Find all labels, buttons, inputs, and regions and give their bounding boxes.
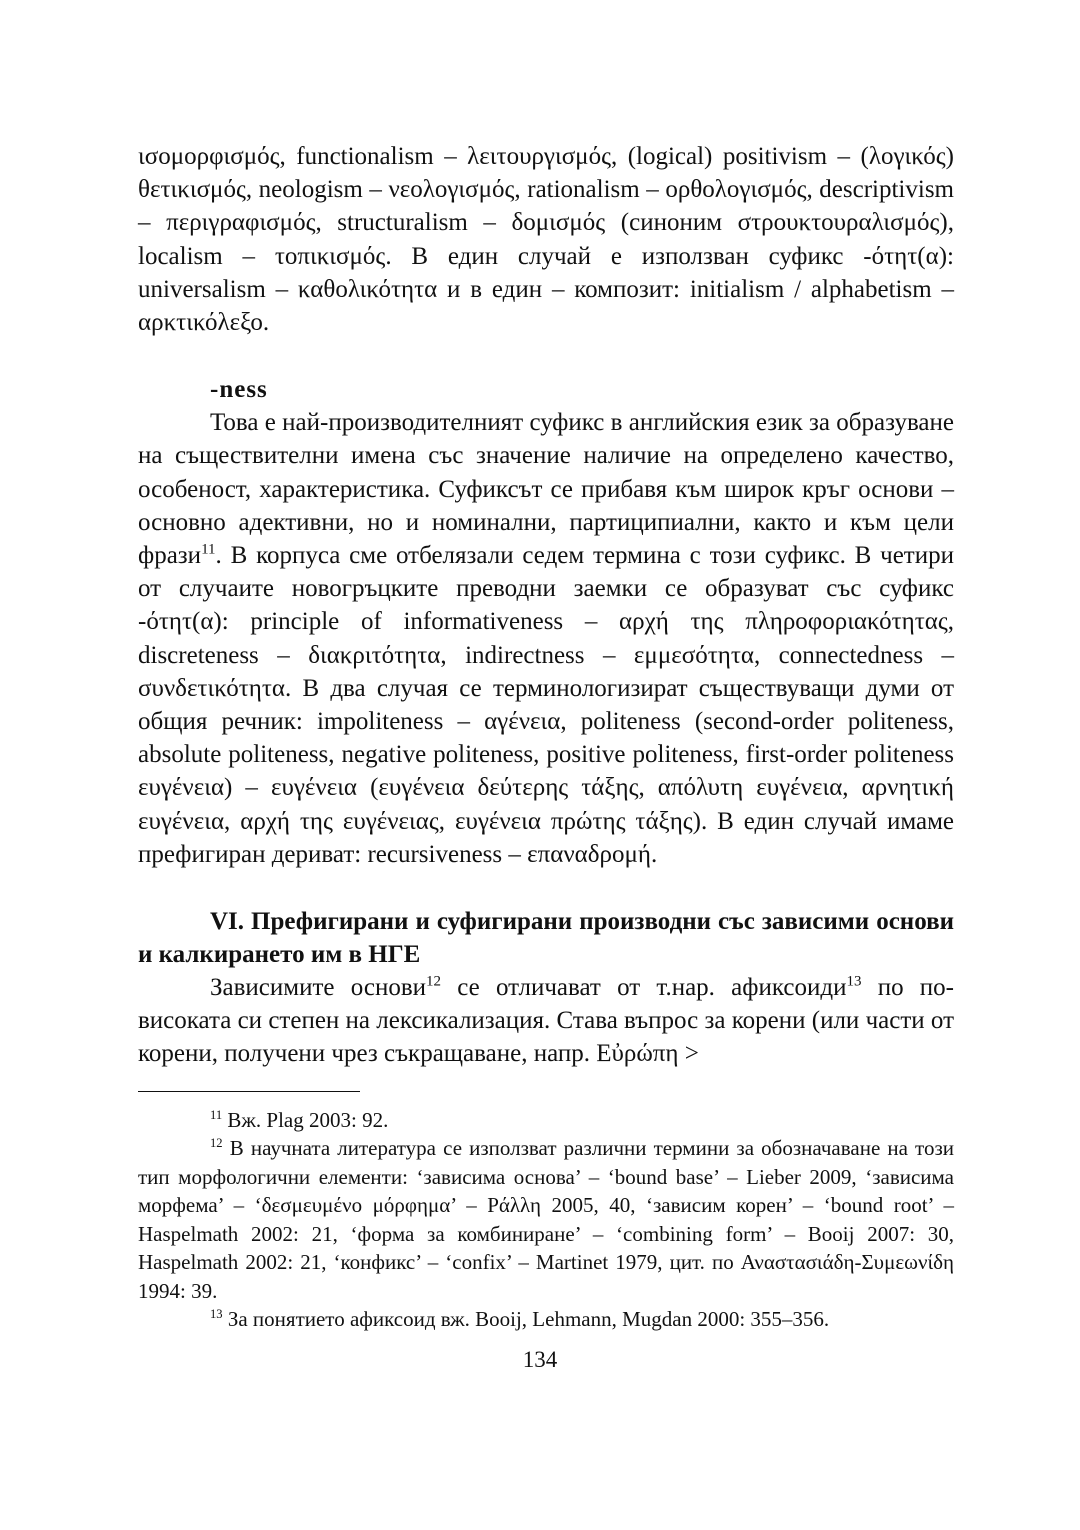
paragraph-bound-bases-text-c: по по-високата си степен на лексикализация. Става въпрос за корени (или части от корени, получени чрез съкращаване, напр. Εὐρώπη >: [138, 974, 955, 1068]
footnote-12: [138, 1134, 954, 1305]
paragraph-ness-text-a: Това е най-производителният суфикс в английския език за образуване на съществителни имена със значение наличие на определено качество, особеност, характеристика. Суфиксът се прибавя към широк кръг основи – основно адективни, но и номинални, партиципиални, както и към цели фрази: [138, 409, 954, 570]
footnote-text: Вж. Plag 2003: 92.: [222, 1107, 389, 1132]
paragraph-continued: ισομορφισμός, functionalism – λειτουργισμός, (logical) positivism – (λογικός) θετικισμός, neologism – νεολογισμός, rationalism – ορθολογισμός, descriptivism – περιγραφισμός, structuralism – δομισμός (синоним στρουκτουραλισμός), localism – τοπικισμός. В един случай е използван суфикс -ότητ(α): universalism – καθολικότητα и в един – композит: initialism / alphabetism – αρκτικόλεξο.: [138, 143, 954, 337]
footnote-separator: [138, 1091, 360, 1092]
footnote-13: [138, 1305, 954, 1334]
subheading-ness: -ness: [210, 376, 268, 404]
footnote-text: За понятието афиксоид вж. Booij, Lehmann, Mugdan 2000: 355–356.: [222, 1307, 830, 1332]
footnote-11: [138, 1106, 954, 1135]
section-heading-vi: VI. Префигирани и суфигирани производни със зависими основи и калкирането им в НГЕ: [138, 908, 954, 969]
footnote-number: 12: [210, 1136, 223, 1151]
footnote-ref-12[interactable]: 12: [426, 973, 442, 990]
paragraph-bound-bases: [138, 971, 954, 1071]
footnote-ref-13[interactable]: 13: [846, 973, 862, 990]
paragraph-ness: [138, 406, 954, 871]
footnote-ref-11[interactable]: 11: [201, 541, 216, 558]
footnote-number: 13: [210, 1307, 223, 1322]
paragraph-bound-bases-text-b: се отличават от т.нар. афиксоиди: [441, 974, 847, 1002]
footnote-text: В научната литература се използват различни термини за обозначаване на този тип морфологични елементи: ‘зависима основа’ – ‘bound base’ – Lieber 2009, ‘зависима морфема’ – ‘δεσμευμένο μόρφημα’ – Ράλλη 2005, 40, ‘зависим корен’ – ‘bound root’ – Haspelmath 2002: 21, ‘форма за комбиниране’ – ‘combining form’ – Booij 2007: 30, Haspelmath 2002: 21, ‘конфикс’ – ‘confix’ – Martinet 1979, цит. по Αναστασιάδη-Συμεωνίδη 1994: 39.: [138, 1136, 954, 1303]
footnote-number: 11: [210, 1107, 223, 1122]
page-number: 134: [522, 1347, 558, 1372]
paragraph-bound-bases-text-a: Зависимите основи: [210, 974, 427, 1002]
paragraph-ness-text-b: . В корпуса сме отбелязали седем термина с този суфикс. В четири от случаите новогръцките преводни заемки се образуват със суфикс -ότητ(α): principle of informativeness – αρχή της πληροφοριακότητας, discreteness – διακριτότητα, indirectness – εμμεσότητα, connectedness – συνδετικότητα. В два случая се терминологизират съществуващи думи от общия речник: impoliteness – αγένεια, politeness (second-order politeness, absolute politeness, negative politeness, positive politeness, first-order politeness ευγένεια) – ευγένεια (ευγένεια δεύτερης τάξης, απόλυτη ευγένεια, αρνητική ευγένεια, αρχή της ευγένειας, ευγένεια πρώτης τάξης). В един случай имаме префигиран дериват: recursiveness – επαναδρομή.: [138, 542, 954, 868]
